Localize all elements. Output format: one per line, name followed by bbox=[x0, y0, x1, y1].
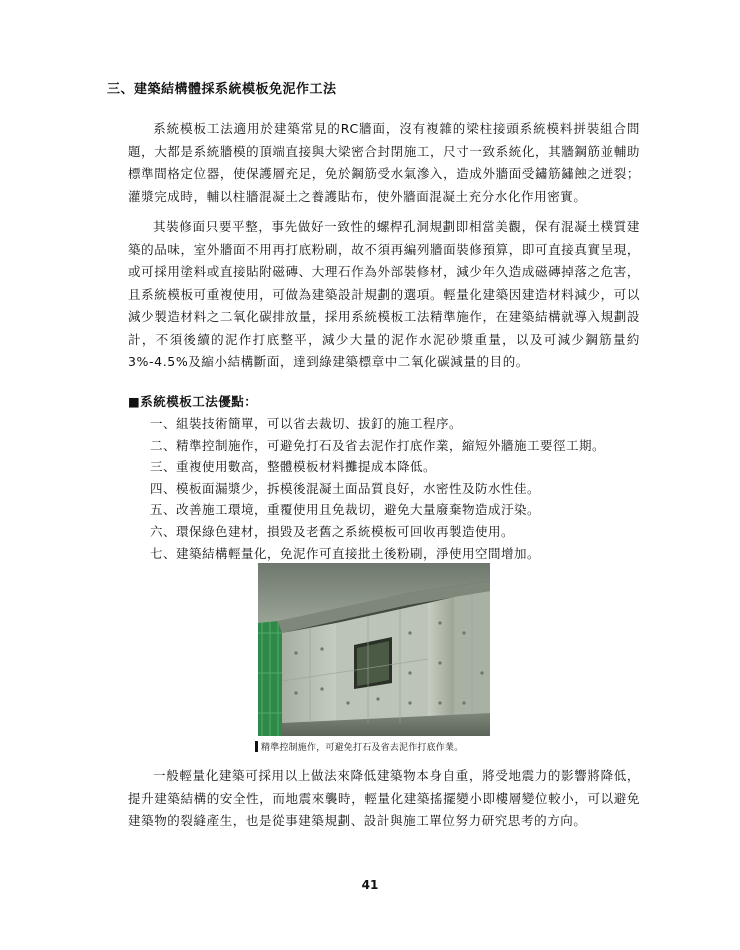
advantage-item: 三、重複使用數高，整體模板材料攤提成本降低。 bbox=[150, 459, 437, 475]
caption-marker bbox=[255, 741, 258, 752]
advantage-item: 五、改善施工環境，重覆使用且免裁切，避免大量廢棄物造成汙染。 bbox=[150, 502, 541, 518]
advantages-title: ■系統模板工法優點： bbox=[128, 394, 258, 409]
advantages-list bbox=[150, 413, 630, 564]
advantage-item: 二、精準控制施作，可避免打石及省去泥作打底作業，縮短外牆施工要徑工期。 bbox=[150, 437, 606, 453]
advantage-item: 六、環保綠色建材，損毀及老舊之系統模板可回收再製造使用。 bbox=[150, 523, 515, 539]
advantage-item: 一、組裝技術簡單，可以省去裁切、拔釘的施工程序。 bbox=[150, 416, 463, 431]
section-heading: 三、建築結構體採系統模板免泥作工法 bbox=[107, 82, 337, 97]
paragraph-3-text: 一般輕量化建築可採用以上做法來降低建築物本身自重，將受地震力的影響將降低，提升建築結構的安全性，而地震來襲時，輕量化建築搖擺變小即樓層變位較小，可以避免建築物的裂縫產生，也是從事建築規劃、設計與施工單位努力研究思考的方向。 bbox=[128, 768, 640, 828]
paragraph-1 bbox=[128, 118, 640, 208]
concrete-wall-illustration bbox=[258, 563, 490, 736]
paragraph-2 bbox=[128, 216, 640, 374]
paragraph-2-text: 其裝修面只要平整，事先做好一致性的螺桿孔洞規劃即相當美觀，保有混凝土樸質建築的品味，室外牆面不用再打底粉刷，故不須再編列牆面裝修預算，即可直接真實呈現，或可採用塗料或直接貼附磁磚、大理石作為外部裝修材，減少年久造成磁磚掉落之危害，且系統模板可重複使用，可做為建築設計規劃的選項。輕量化建築因建造材料減少，可以減少製造材料之二氧化碳排放量，採用系統模板工法精準施作，在建築結構就導入規劃設計，不須後續的泥作打底整平，減少大量的泥作水泥砂漿重量，以及可減少鋼筋量約3%-4.5%及縮小結構斷面，達到綠建築標章中二氧化碳減量的目的。 bbox=[128, 219, 640, 369]
photo-caption-text: 精準控制施作，可避免打石及省去泥作打底作業。 bbox=[261, 743, 464, 753]
advantage-item: 四、模板面漏漿少，拆模後混凝土面品質良好，水密性及防水性佳。 bbox=[150, 480, 541, 496]
advantage-item: 七、建築結構輕量化，免泥作可直接批土後粉刷，淨使用空間增加。 bbox=[150, 545, 541, 561]
page-number: 41 bbox=[361, 878, 379, 892]
construction-photo bbox=[258, 563, 490, 736]
photo-caption bbox=[255, 740, 463, 753]
paragraph-1-text: 系統模板工法適用於建築常見的RC牆面，沒有複雜的梁柱接頭系統模料拼裝組合問題，大都是系統牆模的頂端直接與大梁密合封閉施工，尺寸一致系統化，其牆鋼筋並輔助標準間格定位器，使保護層充足，免於鋼筋受水氣滲入，造成外牆面受鏽筋鏽蝕之迸裂；灌漿完成時，輔以柱牆混凝土之養護貼布，使外牆面混凝土充分水化作用密實。 bbox=[128, 121, 640, 204]
paragraph-3 bbox=[128, 765, 640, 833]
